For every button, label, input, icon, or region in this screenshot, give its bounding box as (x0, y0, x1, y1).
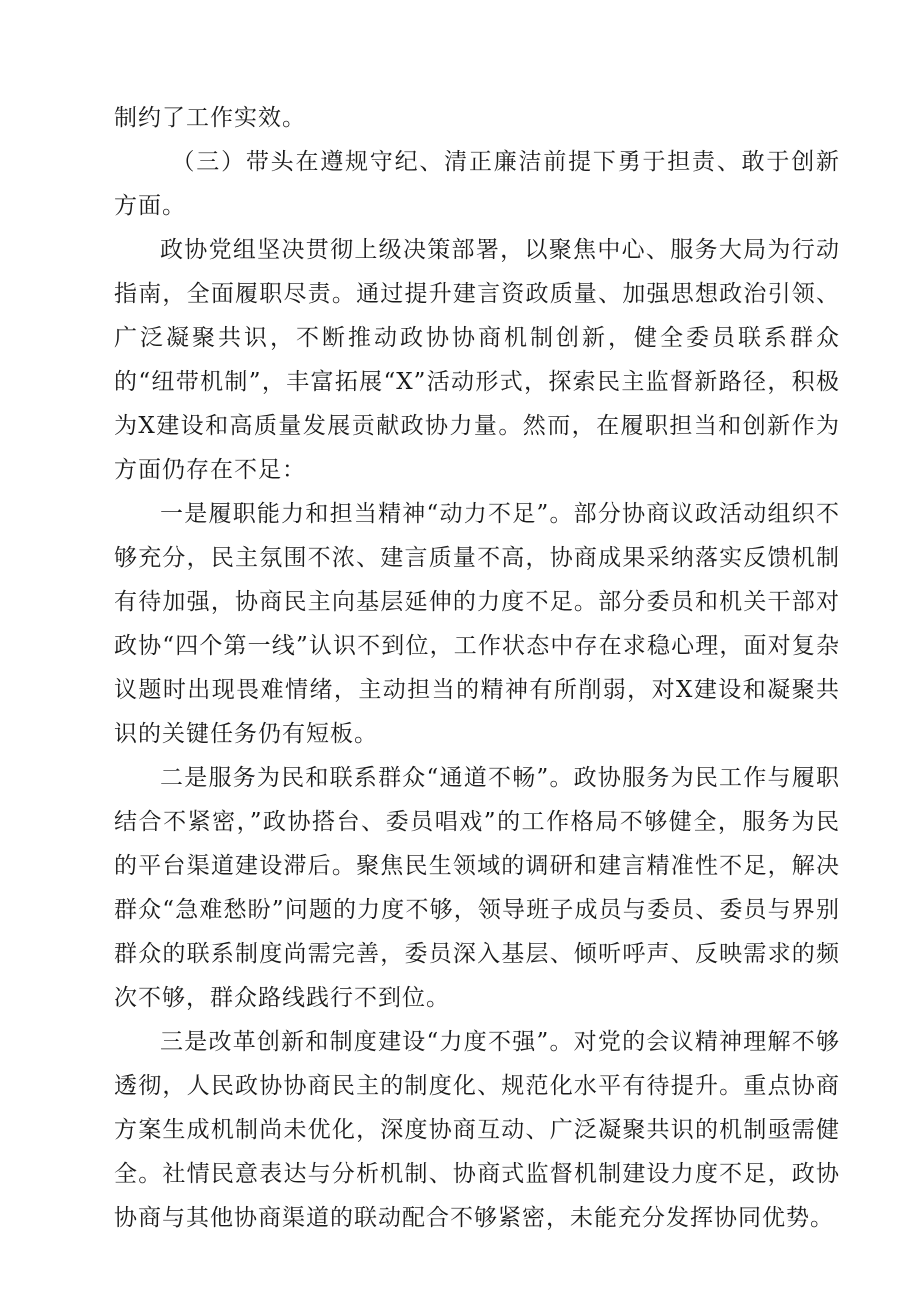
paragraph-point-2: 二是服务为民和联系群众“通道不畅”。政协服务为民工作与履职结合不紧密，”政协搭台、委员唱戏”的工作格局不够健全，服务为民的平台渠道建设滞后。聚焦民生领域的调研和建言精准性不足，解决群众“急难愁盼”问题的力度不够，领导班子成员与委员、委员与界别群众的联系制度尚需完善，委员深入基层、倾听呼声、反映需求的频次不够，群众路线践行不到位。 (114, 765, 840, 1011)
paragraph-continuation: 制约了工作实效。 (114, 105, 306, 131)
section-heading-3: （三）带头在遵规守纪、清正廉洁前提下勇于担责、敢于创新方面。 (114, 149, 840, 219)
paragraph-intro: 政协党组坚决贯彻上级决策部署，以聚焦中心、服务大局为行动指南，全面履职尽责。通过提升建言资政质量、加强思想政治引领、广泛凝聚共识，不断推动政协协商机制创新，健全委员联系群众的“纽带机制”，丰富拓展“X”活动形式，探索民主监督新路径，积极为X建设和高质量发展贡献政协力量。然而，在履职担当和创新作为方面仍存在不足： (114, 237, 840, 483)
document-body (114, 96, 840, 1240)
paragraph-point-1: 一是履职能力和担当精神“动力不足”。部分协商议政活动组织不够充分，民主氛围不浓、建言质量不高，协商成果采纳落实反馈机制有待加强，协商民主向基层延伸的力度不足。部分委员和机关干部对政协“四个第一线”认识不到位，工作状态中存在求稳心理，面对复杂议题时出现畏难情绪，主动担当的精神有所削弱，对X建设和凝聚共识的关键任务仍有短板。 (114, 501, 840, 747)
paragraph-point-3: 三是改革创新和制度建设“力度不强”。对党的会议精神理解不够透彻，人民政协协商民主的制度化、规范化水平有待提升。重点协商方案生成机制尚未优化，深度协商互动、广泛凝聚共识的机制亟需健全。社情民意表达与分析机制、协商式监督机制建设力度不足，政协协商与其他协商渠道的联动配合不够紧密，未能充分发挥协同优势。 (114, 1029, 840, 1231)
